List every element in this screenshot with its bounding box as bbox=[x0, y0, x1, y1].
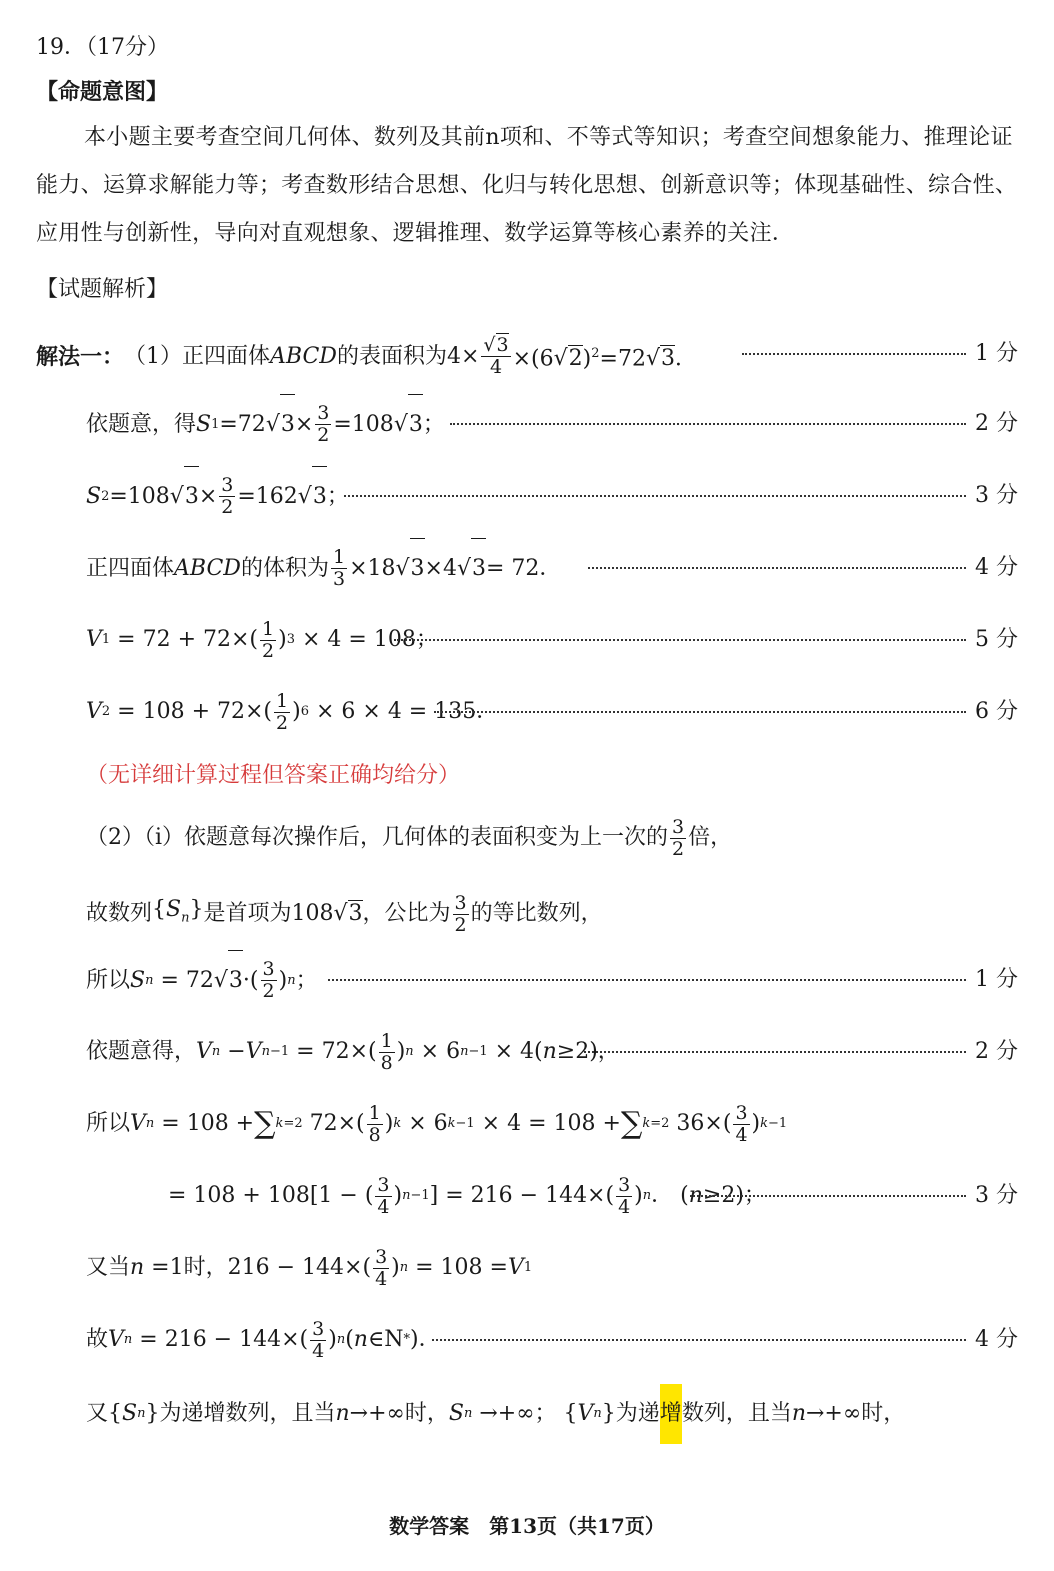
intent-heading: 【命题意图】 bbox=[36, 79, 169, 105]
score-1: 1 分 bbox=[975, 341, 1018, 366]
solution-line-v1: V 1 = 72 + 72×( $\frac{1}{2}$ ) 3 × 4 = 108； 5 分 bbox=[0, 610, 1054, 670]
highlighted-char: 增 bbox=[660, 1384, 682, 1444]
part2-line-sum: 所以 V n = 108 + ∑ k=2 72×( $\frac{1}{8}$ ) k × 6 k−1 × 4 = 108 + ∑ k=2 36×( $\frac{3}{4}$ ) k−1 bbox=[86, 1101, 788, 1146]
part2-line-vn: 故 V n = 216 − 144×( $\frac{3}{4}$ ) n ( n ∈N * )． 4 分 bbox=[0, 1310, 1054, 1370]
page-footer: 数学答案 第13页（共17页） bbox=[389, 1514, 665, 1538]
solution-line-s1: 依题意，得 S 1 =72 √ 3 × $\frac{3}{2}$ =108 √ 3 ； 2 分 bbox=[0, 394, 1054, 454]
score-5: 5 分 bbox=[975, 627, 1018, 652]
intent-paragraph: 本小题主要考查空间几何体、数列及其前n项和、不等式等知识；考查空间想象能力、推理论证能力、运算求解能力等；考查数形结合思想、化归与转化思想、创新意识等；体现基础性、综合性、应用性与创新性，导向对直观想象、逻辑推理、数学运算等核心素养的关注． bbox=[36, 125, 1018, 246]
score-8: 2 分 bbox=[975, 1039, 1018, 1064]
score-6: 6 分 bbox=[975, 699, 1018, 724]
solution-line-volume: 正四面体 ABCD 的体积为 $\frac{1}{3}$ ×18 √ 3 ×4 √ 3 = 72． 4 分 bbox=[0, 538, 1054, 598]
part2-line-n1: 又当 n =1 时， 216 − 144×( $\frac{3}{4}$ ) n = 108 = V 1 bbox=[86, 1245, 533, 1290]
solution-line-s2: S 2 =108 √ 3 × $\frac{3}{2}$ =162 √ 3 ； 3 分 bbox=[0, 466, 1054, 526]
solution-label: 解法一： bbox=[36, 343, 125, 370]
part2-line-diff: 依题意得， V n − V n−1 = 72×( $\frac{1}{8}$ ) n × 6 n−1 × 4( n ≥2)， 2 分 bbox=[0, 1022, 1054, 1082]
part2-line-result: = 108 + 108[1 − ( $\frac{3}{4}$ ) n−1 ] = 216 − 144×( $\frac{3}{4}$ ) n ． ( n ≥2)； 3 分 bbox=[0, 1166, 1054, 1226]
score-4: 4 分 bbox=[975, 555, 1018, 580]
score-3: 3 分 bbox=[975, 483, 1018, 508]
score-10: 4 分 bbox=[975, 1327, 1018, 1352]
question-number: 19．（17分） bbox=[36, 35, 169, 60]
score-2: 2 分 bbox=[975, 411, 1018, 436]
part2-line-2: 故数列 $\{S_n\}$ 是首项为 108√ 3 ，公比为 $\frac{3}{2}$ 的等比数列， bbox=[0, 880, 1054, 940]
scoring-note: （无详细计算过程但答案正确均给分） bbox=[86, 763, 461, 788]
solution-line-v2: V 2 = 108 + 72×( $\frac{1}{2}$ ) 6 × 6 × 4 = 135． 6 分 bbox=[0, 682, 1054, 742]
score-7: 1 分 bbox=[975, 967, 1018, 992]
analysis-heading: 【试题解析】 bbox=[36, 277, 169, 302]
score-9: 3 分 bbox=[975, 1183, 1018, 1208]
part2-line-limit: 又 { S n } 为递增数列，且当 n →+∞ 时， S n →+∞； { V n } 为递 增 数列，且当 n →+∞ 时， bbox=[0, 1384, 1054, 1444]
part2-line-sn: 所以 S n = 72 √ 3 ·( $\frac{3}{2}$ ) n ； 1 分 bbox=[0, 950, 1054, 1010]
part2-line-1: （2）（i）依题意每次操作后，几何体的表面积变为上一次的 $\frac{3}{2}$ 倍， bbox=[86, 815, 733, 860]
solution-line-1: 解法一： （1）正四面体 ABCD 的表面积为 4× √ $\frac{3}{4}$ ×(6√ 2)$^2$=72√ 3． 1 分 bbox=[0, 324, 1054, 384]
